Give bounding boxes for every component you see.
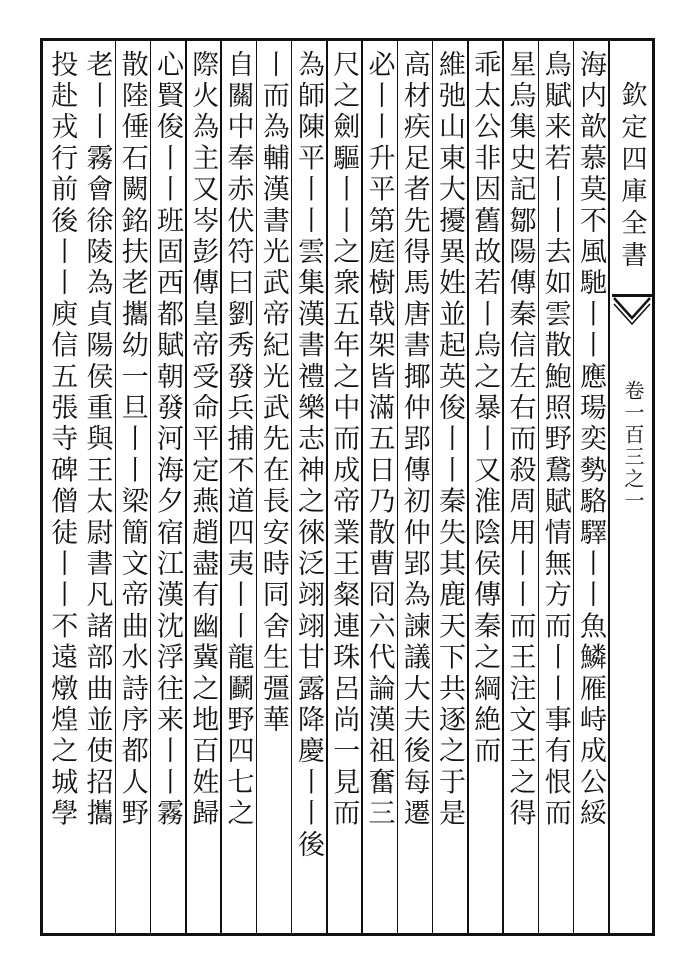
volume-label: 卷一百三之一: [621, 380, 645, 512]
column-rule: [115, 40, 117, 934]
fishtail-mark-icon: [612, 296, 652, 336]
column-rule: [185, 40, 187, 934]
text-column-5: 維弛山東大擾異姓並起英俊丨丨秦失其鹿天下共逐之于是: [434, 50, 465, 830]
text-column-14: 散陸倕石闕銘扶老攜幼一旦丨丨梁簡文帝曲水詩序都人野: [116, 50, 148, 830]
text-column-16: 投赴戎行前後丨丨庾信五張寺碑僧徒丨丨不遠燉煌之城學: [46, 50, 78, 830]
text-column-4: 乖太公非因舊故若丨烏之暴丨又淮陰侯傳秦之綱絶而: [469, 50, 501, 768]
column-rule: [608, 40, 610, 934]
column-rule: [326, 40, 328, 934]
book-title: 欽定四庫全書: [617, 81, 647, 273]
text-column-12: 際火為主又岑彭傳皇帝受命平定燕趙盡有幽冀之地百姓歸: [187, 50, 219, 830]
column-rule: [502, 40, 504, 934]
column-rule: [467, 40, 469, 934]
text-column-6: 高材疾足者先得馬唐書揶仲郢傳初仲郢為諫議大夫後每遷: [398, 50, 430, 830]
column-rule: [291, 40, 293, 934]
text-column-7: 必丨丨升平第庭樹戟架皆滿五日乃散曹冏六代論漢祖奮三: [363, 50, 395, 830]
column-rule: [361, 40, 363, 934]
text-column-11: 自關中奉赤伏符曰劉秀發兵捕不道四夷丨丨龍鬬野四七之: [222, 50, 254, 830]
text-column-15: 老丨丨霧會徐陵為貞陽侯重與王太尉書凡諸部曲並使招攜: [81, 50, 113, 830]
column-rule: [150, 40, 152, 934]
column-rule: [573, 40, 575, 934]
column-rule: [256, 40, 258, 934]
text-column-3: 星烏集史記鄒陽傳秦信左右而殺周用丨丨而王注文王之得: [504, 50, 536, 830]
column-rule: [220, 40, 222, 934]
text-column-13: 心賢俊丨丨班固西都賦朝發河海夕宿江漢沈浮往来丨丨霧: [152, 50, 183, 830]
column-rule: [538, 40, 540, 934]
text-column-1: 海内歆慕莫不風馳丨丨應瑒奕勢駱驛丨丨魚鱗雁峙成公綏: [575, 50, 606, 830]
text-column-9: 為師陳平丨丨雲集漢書禮樂志神之徠泛翊翊甘露降慶丨丨後: [293, 50, 324, 862]
column-rule: [432, 40, 434, 934]
text-column-8: 尺之劍驅丨丨之衆五年之中而成帝業王粲連珠呂尚一見而: [328, 50, 360, 830]
text-column-2: 鳥賦来若丨丨去如雲散鮑照野鵞賦情無方而丨丨事有恨而: [539, 50, 571, 830]
column-rule: [397, 40, 399, 934]
text-column-10: 丨而為輔漢書光武帝紀光武先在長安時同舍生彊華: [257, 50, 289, 737]
